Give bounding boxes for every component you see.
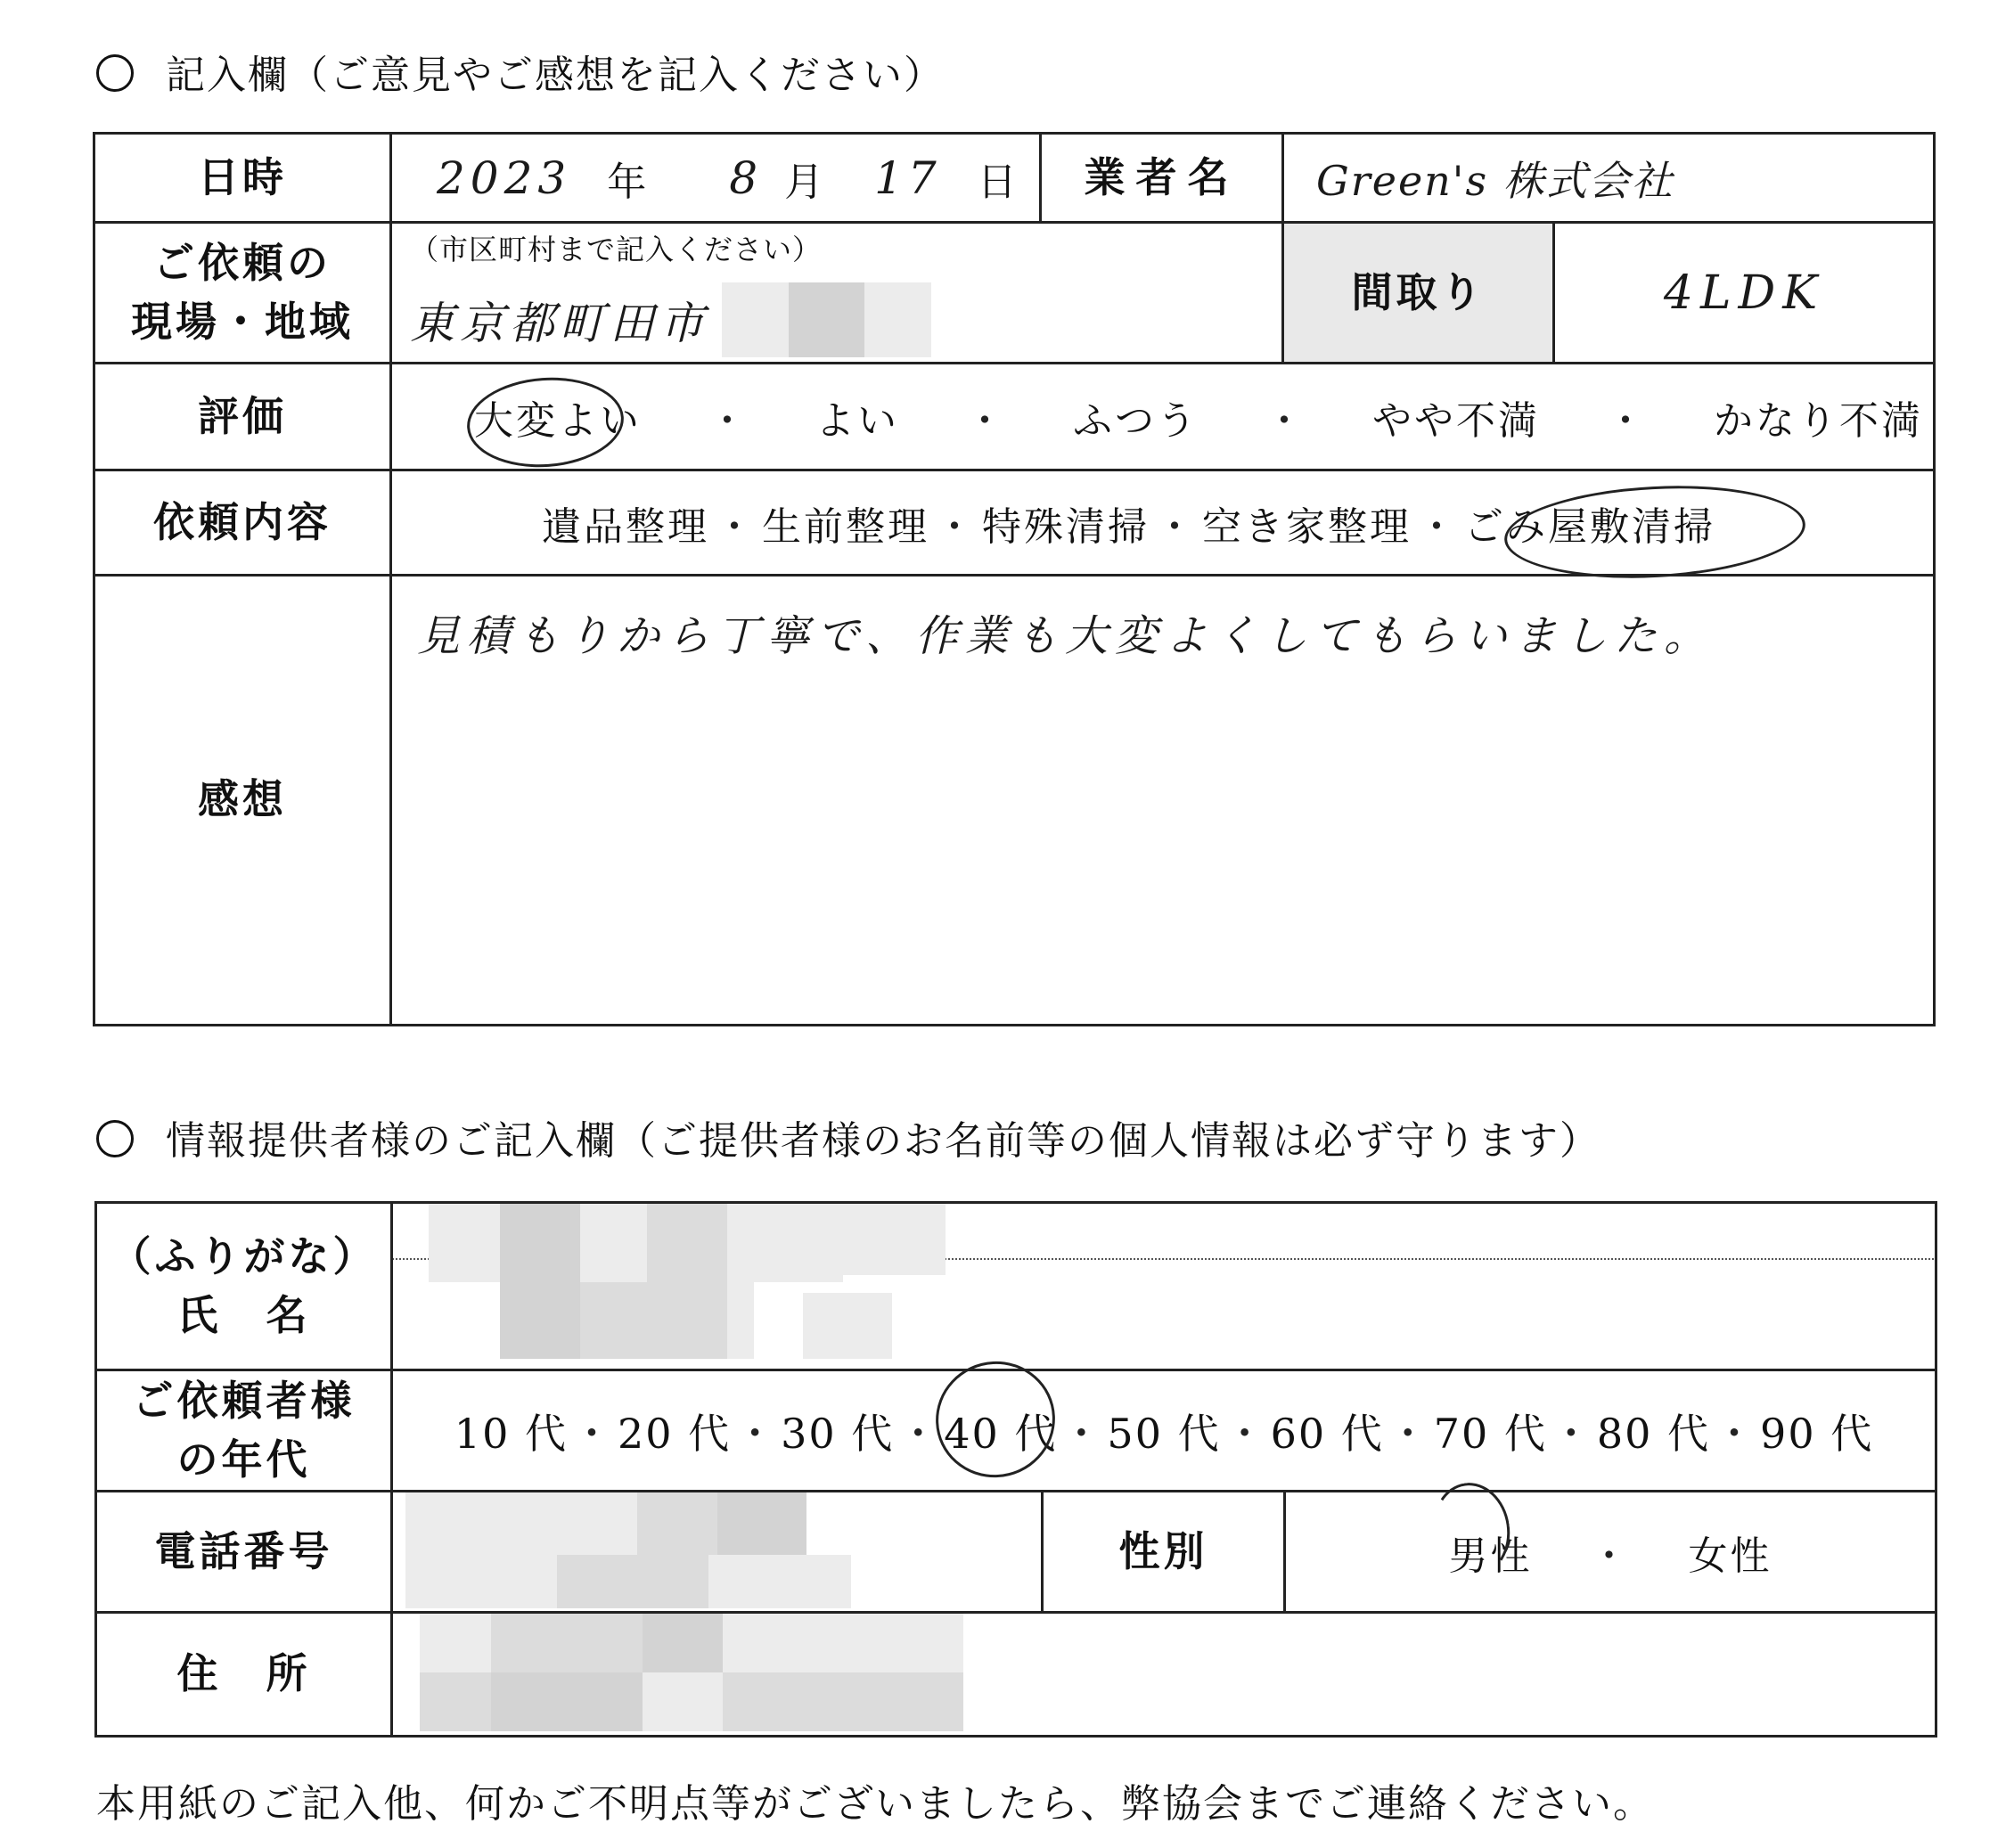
redacted-block — [500, 1282, 580, 1359]
separator: ・ — [1155, 503, 1197, 550]
separator: ・ — [1714, 1409, 1757, 1458]
redacted-block — [500, 1204, 580, 1282]
age-option[interactable]: 80 代 — [1596, 1409, 1711, 1458]
date-year-value: 2023 — [437, 151, 572, 204]
redacted-block — [580, 1282, 727, 1359]
name-field[interactable] — [393, 1204, 1935, 1369]
gender-option[interactable]: 女性 — [1688, 1533, 1772, 1579]
age-option[interactable]: 20 代 — [617, 1409, 732, 1458]
rating-option[interactable]: かなり不満 — [1714, 397, 1923, 444]
age-option[interactable]: 10 代 — [454, 1409, 568, 1458]
request-option[interactable]: 生前整理 — [762, 503, 929, 550]
age-option[interactable]: 90 代 — [1760, 1409, 1874, 1458]
site-label-line1: ご依頼の — [153, 239, 332, 288]
phone-field[interactable] — [393, 1492, 1041, 1611]
site-field[interactable] — [392, 224, 1281, 362]
site-note: （市区町村まで記入ください） — [410, 233, 823, 266]
redacted-block — [864, 282, 931, 357]
redacted-block — [727, 1204, 843, 1282]
rating-label: 評価 — [198, 391, 287, 440]
request-option[interactable]: 遺品整理 — [542, 503, 709, 550]
impression-value: 見積もりから丁寧で、作業も大変よくしてもらいました。 — [417, 611, 1715, 661]
date-field[interactable] — [392, 135, 1039, 221]
redacted-block — [722, 282, 789, 357]
date-year-unit: 年 — [607, 159, 650, 205]
layout-field[interactable] — [1555, 224, 1933, 362]
separator: ・ — [1589, 1533, 1632, 1579]
redacted-block — [717, 1492, 806, 1555]
redacted-block — [420, 1672, 491, 1731]
separator: ・ — [1224, 1409, 1267, 1458]
age-label — [97, 1371, 390, 1490]
separator: ・ — [1606, 397, 1648, 444]
impression-field[interactable] — [392, 576, 1933, 1024]
gender-options — [1286, 1492, 1935, 1611]
redacted-block — [843, 1204, 946, 1275]
rating-option[interactable]: やや不満 — [1372, 397, 1540, 444]
name-label — [97, 1204, 390, 1369]
phone-label: 電話番号 — [154, 1526, 333, 1575]
rating-option[interactable]: 大変よい — [474, 397, 642, 444]
rating-option[interactable]: よい — [815, 397, 899, 444]
circle-bullet-icon — [96, 54, 134, 92]
redacted-block — [491, 1614, 643, 1672]
separator: ・ — [570, 1409, 614, 1458]
name-label-line1: （ふりがな） — [110, 1232, 378, 1281]
age-label-line1: ご依頼者様 — [132, 1377, 356, 1426]
request-option[interactable]: 特殊清掃 — [982, 503, 1150, 550]
request-label: 依頼内容 — [153, 497, 332, 546]
separator: ・ — [734, 1409, 778, 1458]
redacted-block — [429, 1204, 500, 1282]
redacted-block — [491, 1672, 643, 1731]
separator: ・ — [1060, 1409, 1104, 1458]
redacted-block — [723, 1614, 963, 1672]
gender-option[interactable]: 男性 — [1448, 1533, 1533, 1579]
date-month-unit: 月 — [784, 159, 827, 205]
redacted-block — [708, 1555, 851, 1608]
age-label-line2: の年代 — [176, 1435, 311, 1484]
redacted-block — [420, 1614, 491, 1672]
redacted-block — [637, 1492, 717, 1555]
site-label-line2: 現場・地域 — [131, 297, 354, 346]
separator: ・ — [1265, 397, 1306, 444]
redacted-block — [789, 282, 864, 357]
age-option[interactable]: 60 代 — [1270, 1409, 1384, 1458]
company-label: 業者名 — [1084, 152, 1240, 201]
section1-heading: 記入欄（ご意見やご感想を記入ください） — [96, 43, 945, 100]
age-option[interactable]: 40 代 — [944, 1409, 1058, 1458]
redacted-block — [643, 1672, 723, 1731]
circle-bullet-icon — [96, 1120, 134, 1157]
redacted-block — [557, 1555, 708, 1608]
address-label: 住 所 — [176, 1649, 311, 1698]
age-options — [393, 1371, 1935, 1490]
redacted-block — [647, 1204, 727, 1282]
date-day-value: 17 — [874, 151, 942, 204]
address-field[interactable] — [393, 1614, 1935, 1735]
footer-note: 本用紙のご記入他、何かご不明点等がございましたら、弊協会までご連絡ください。 — [96, 1781, 1654, 1827]
age-option[interactable]: 70 代 — [1433, 1409, 1547, 1458]
redacted-block — [727, 1282, 754, 1359]
age-option[interactable]: 50 代 — [1107, 1409, 1221, 1458]
redacted-block — [580, 1204, 647, 1282]
separator: ・ — [1387, 1409, 1430, 1458]
redacted-block — [723, 1672, 963, 1731]
site-value: 東京都町田市 — [410, 298, 709, 349]
date-month-value: 8 — [729, 151, 764, 204]
layout-value: 4LDK — [1663, 266, 1825, 320]
separator: ・ — [708, 397, 749, 444]
redacted-block — [803, 1293, 892, 1359]
redacted-block — [643, 1614, 723, 1672]
site-label — [95, 224, 389, 362]
redacted-block — [477, 1492, 637, 1555]
separator: ・ — [935, 503, 977, 550]
separator: ・ — [1550, 1409, 1593, 1458]
separator: ・ — [897, 1409, 941, 1458]
section2-heading: 情報提供者様のご記入欄（ご提供者様のお名前等の個人情報は必ず守ります） — [96, 1108, 1601, 1165]
request-option[interactable]: 空き家整理 — [1202, 503, 1412, 550]
separator: ・ — [1417, 503, 1459, 550]
date-day-unit: 日 — [977, 159, 1019, 205]
company-value: Green's 株式会社 — [1316, 156, 1674, 205]
impression-label: 感想 — [198, 775, 287, 824]
age-option[interactable]: 30 代 — [781, 1409, 895, 1458]
name-label-line2: 氏 名 — [176, 1290, 311, 1339]
company-field[interactable] — [1284, 135, 1933, 221]
redacted-block — [405, 1555, 557, 1608]
separator: ・ — [965, 397, 1007, 444]
separator: ・ — [715, 503, 757, 550]
redacted-block — [405, 1492, 477, 1555]
rating-option[interactable]: ふつう — [1073, 397, 1199, 444]
gender-label: 性別 — [1118, 1526, 1208, 1575]
request-option[interactable]: ごみ屋敷清掃 — [1464, 503, 1715, 550]
layout-label: 間取り — [1284, 224, 1552, 362]
date-label: 日時 — [198, 152, 287, 201]
